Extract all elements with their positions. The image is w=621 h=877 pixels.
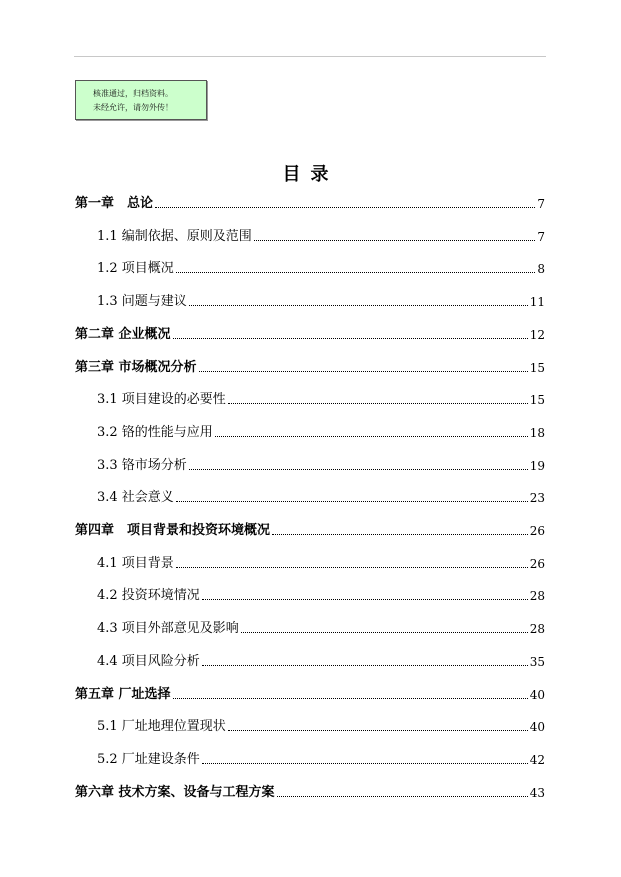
- toc-section-entry[interactable]: [97, 290, 545, 310]
- toc-entry-page: 28: [529, 622, 545, 637]
- toc-leader-dots: [176, 567, 528, 568]
- toc-entry-label: 3.3 铬市场分析: [97, 457, 187, 473]
- toc-leader-dots: [202, 665, 528, 666]
- toc-chapter-entry[interactable]: [75, 356, 545, 376]
- toc-entry-page: 8: [537, 262, 545, 277]
- toc-leader-dots: [176, 272, 536, 273]
- archive-stamp: [75, 80, 207, 120]
- toc-entry-page: 11: [529, 295, 545, 310]
- toc-leader-dots: [189, 469, 528, 470]
- toc-leader-dots: [228, 403, 528, 404]
- toc-entry-label: 3.1 项目建设的必要性: [97, 392, 226, 408]
- toc-leader-dots: [199, 371, 528, 372]
- toc-entry-page: 40: [529, 720, 545, 735]
- toc-entry-label: 5.1 厂址地理位置现状: [97, 719, 226, 735]
- toc-entry-page: 28: [529, 589, 545, 604]
- toc-entry-label: 第五章 厂址选择: [75, 686, 171, 702]
- toc-chapter-entry[interactable]: [75, 519, 545, 539]
- toc-leader-dots: [173, 698, 528, 699]
- toc-entry-label: 4.4 项目风险分析: [97, 653, 200, 669]
- toc-entry-label: 第一章 总论: [75, 196, 154, 211]
- toc-leader-dots: [254, 240, 536, 241]
- toc-leader-dots: [241, 632, 528, 633]
- toc-section-entry[interactable]: [97, 617, 545, 637]
- toc-section-entry[interactable]: [97, 421, 545, 441]
- toc-entry-label: 1.3 问题与建议: [97, 294, 187, 310]
- toc-leader-dots: [272, 534, 528, 535]
- stamp-line-1: 核准通过，归档资料。: [93, 89, 173, 98]
- toc-entry-page: 26: [529, 556, 545, 571]
- toc-chapter-entry[interactable]: [75, 683, 545, 703]
- toc-entry-label: 3.2 铬的性能与应用: [97, 424, 213, 440]
- toc-section-entry[interactable]: [97, 584, 545, 604]
- toc-entry-page: 7: [537, 197, 545, 211]
- toc-section-entry[interactable]: [97, 715, 545, 735]
- toc-entry-page: 12: [529, 327, 545, 342]
- toc-leader-dots: [202, 599, 528, 600]
- toc-entry-label: 4.3 项目外部意见及影响: [97, 621, 239, 637]
- toc-section-entry[interactable]: [97, 552, 545, 572]
- toc-entry-label: 1.1 编制依据、原则及范围: [97, 228, 252, 244]
- toc-leader-dots: [215, 436, 528, 437]
- toc-section-entry[interactable]: [97, 454, 545, 474]
- toc-section-entry[interactable]: [97, 486, 545, 506]
- toc-leader-dots: [277, 796, 528, 797]
- toc-entry-page: 26: [529, 524, 545, 538]
- toc-entry-label: 第三章 市场概况分析: [75, 359, 197, 375]
- toc-leader-dots: [228, 730, 528, 731]
- toc-entry-page: 19: [529, 458, 545, 473]
- toc-chapter-entry[interactable]: [75, 323, 545, 343]
- toc-entry-label: 1.2 项目概况: [97, 261, 174, 277]
- toc-title: 目录: [282, 164, 339, 185]
- stamp-line-2: 未经允许，请勿外传！: [93, 103, 173, 112]
- toc-leader-dots: [189, 305, 528, 306]
- header-rule: [74, 56, 546, 57]
- toc-entry-label: 5.2 厂址建设条件: [97, 751, 200, 767]
- toc-leader-dots: [173, 338, 528, 339]
- toc-chapter-entry[interactable]: [75, 192, 545, 212]
- toc-entry-label: 4.2 投资环境情况: [97, 588, 200, 604]
- toc-entry-label: 3.4 社会意义: [97, 490, 174, 506]
- toc-leader-dots: [176, 501, 528, 502]
- toc-entry-page: 35: [529, 654, 545, 669]
- toc-entry-label: 4.1 项目背景: [97, 555, 174, 571]
- toc-section-entry[interactable]: [97, 650, 545, 670]
- toc-entry-page: 15: [529, 393, 545, 408]
- toc-leader-dots: [202, 763, 528, 764]
- toc-entry-page: 40: [529, 687, 545, 702]
- toc-chapter-entry[interactable]: [75, 781, 545, 801]
- toc-entry-label: 第六章 技术方案、设备与工程方案: [75, 784, 275, 800]
- toc-entry-page: 15: [529, 360, 545, 375]
- toc-entry-page: 43: [529, 785, 545, 800]
- toc-section-entry[interactable]: [97, 225, 545, 245]
- toc-entry-label: 第二章 企业概况: [75, 326, 171, 342]
- toc-entry-page: 23: [529, 491, 545, 506]
- toc-leader-dots: [155, 207, 535, 208]
- toc-entry-page: 42: [529, 752, 545, 767]
- toc-section-entry[interactable]: [97, 748, 545, 768]
- toc-entry-page: 18: [529, 425, 545, 440]
- toc-entry-label: 第四章 项目背景和投资环境概况: [75, 523, 271, 538]
- toc-section-entry[interactable]: [97, 388, 545, 408]
- toc-entry-page: 7: [537, 229, 545, 244]
- toc-section-entry[interactable]: [97, 257, 545, 277]
